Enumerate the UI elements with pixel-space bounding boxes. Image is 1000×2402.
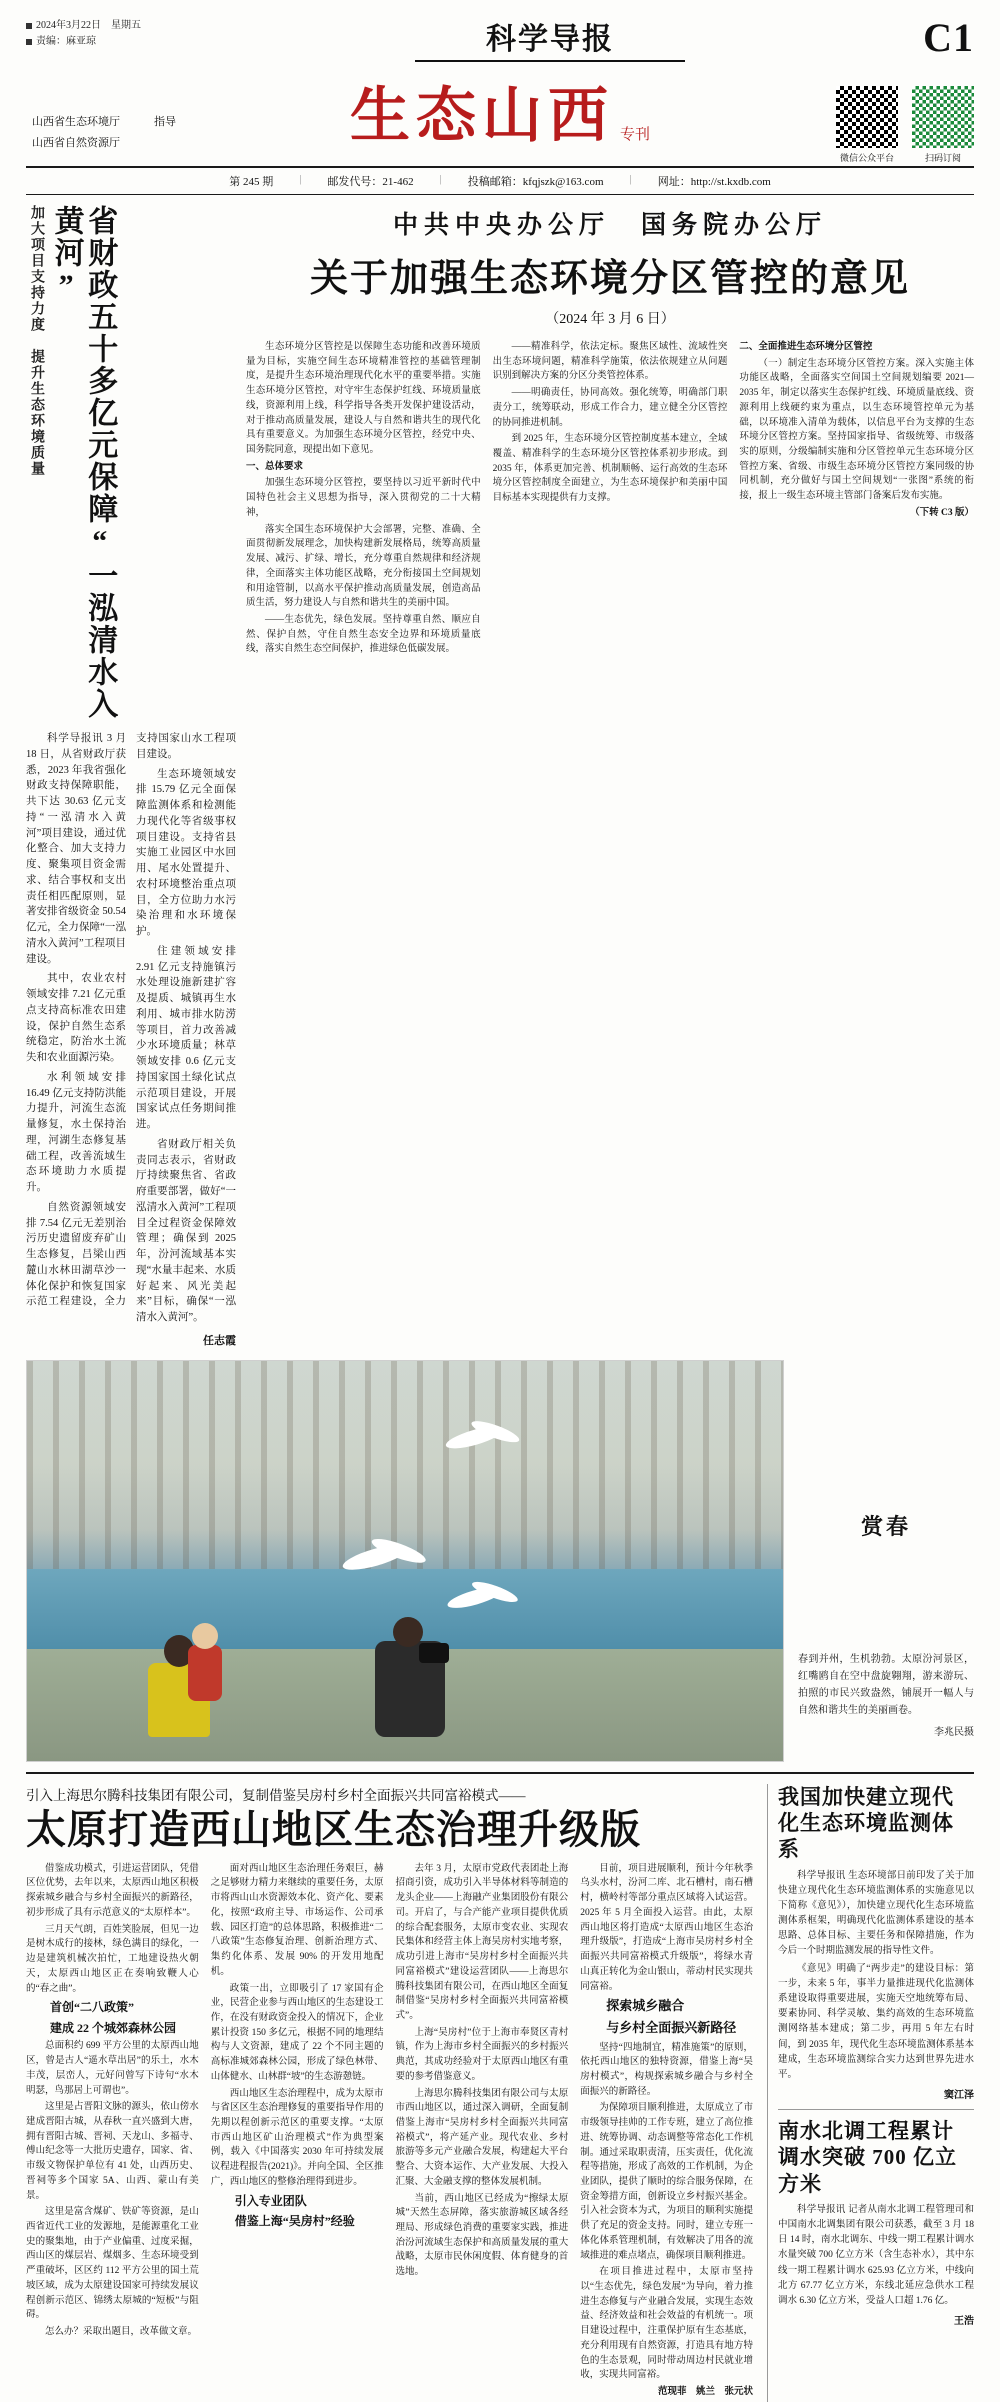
subheading: 探索城乡融合 (606, 1998, 685, 2014)
paragraph: 落实全国生态环境保护大会部署，完整、准确、全面贯彻新发展理念，加快构建新发展格局，统筹高质量发展、减污、扩绿、增长，充分尊重自然规律和经济规律，全面落实主体功能区战略，充分衔接国土空间规划和用途管制，以高水平保护推动高质量发展，创造高品质生活，努力建设人与自然和谐共生的美丽中国。 (246, 524, 481, 609)
document-date: （2024 年 3 月 6 日） (545, 312, 675, 327)
divider: | (629, 173, 632, 185)
paragraph: 三月天气朗，百姓笑脸展，但见一边是树木成行的接林，绿色满目的绿化，一边是建筑机械次拍忙，工地建设热火朝天，太原西山地区正在奏响致鞭人心的“春之曲”。 (26, 1924, 199, 1994)
head (393, 1617, 423, 1647)
brand-title: 科学导报 (486, 23, 614, 56)
guide-org-2: 山西省自然资源厅 (32, 136, 120, 149)
left-feature-body (26, 731, 236, 1326)
page-number: C1 (923, 15, 974, 60)
paragraph: （一）制定生态环境分区管控方案。深入实施主体功能区战略，全面落实空间国土空间规划编要 2021—2035 年，制定以落实生态保护红线、环境质量底线、资源利用上线硬约束为重点，以生态环境管控单元为基础，以环境准入清单为载体，以信息平台为支撑的生态环境分区管控方案。坚持国家指导、省级统筹、市级落实的原则，分级编制实施和分区管控单元生态环境分区管控方案、省级、市级生态环境分区管控方案同级的协同机制，充分做好与国土空间规划“一张图”系统的衔接，报上一级生态环境主管部门备案后发布实施。 (739, 358, 975, 502)
paragraph: 当前，西山地区已经成为“擦绿太原城”天然生态屏障，落实旅游城区域各经理局、形成绿色消费的重要家实践，推进治汾河流域生态保护和高质量发展的重大战略，太原市民休闲度假、体育健身的首选地。 (395, 2193, 569, 2278)
section-heading: 一、总体要求 (246, 461, 304, 472)
masthead-infobar (26, 166, 974, 195)
right-article-2-title: 南水北调工程累计调水突破 700 亿立方米 (778, 2119, 957, 2196)
paragraph: ——生态优先，绿色发展。坚持尊重自然、顺应自然、保护自然，守住自然生态安全边界和环境质量底线，落实自然生态空间保护，推进绿色低碳发展。 (246, 614, 481, 655)
upper-section (0, 195, 1000, 1348)
seagull-icon (445, 1423, 526, 1453)
paragraph: 到 2025 年，生态环境分区管控制度基本建立，全域覆盖、精准科学的生态环境分区管控体系初步形成。到 2035 年，体系更加完善、机制顺畅、运行高效的生态环境分区管控制度全面建立，为生态环境保护和美丽中国目标基本实现提供有力支撑。 (492, 434, 728, 504)
right-article-1 (778, 1784, 974, 2101)
paragraph: 自然资源领域安排 7.54 亿元无差别治污历史遗留废弃矿山生态修复，吕梁山西麓山水林田湖草沙一体化保护和恢复国家示范工程建设，全力支持国家山水工程项目建设。 (26, 733, 236, 1308)
subheading: 借鉴上海“吴房村”经验 (234, 2214, 355, 2229)
photo-caption-block (798, 1360, 974, 1738)
paragraph: 科学导报讯 3 月 18 日，从省财政厅获悉，2023 年我省强化财政支持保障职能，共下达 30.63 亿元支持“一泓清水入黄河”项目建设，通过优化整合、加大支持力度、聚集项目资金需求、结合事权和支出责任相匹配原则，显著安排省级资金 50.54 亿元，全力保障“一泓清水入黄河”工程项目建设。 (26, 733, 126, 965)
paragraph: 《意见》明确了“两步走”的建设目标：第一步，未来 5 年，事半力量推进现代化监测体系建设取得重要进展，实施天空地统筹布局、要素协同、科学灵敏、集约高效的生态环境监测网络基本建成；第二步，再用 5 年左右时间，到 2035 年，现代化生态环境监测体系基本建成，生态环境监测综合实力达到世界先进水平。 (778, 1963, 974, 2080)
lower-column-1 (26, 1862, 199, 2402)
section-heading: 二、全面推进生态环境分区管控 (739, 342, 873, 352)
qr-code-icon[interactable] (836, 86, 898, 148)
postal-code: 邮发代号：21-462 (327, 176, 414, 188)
subheading: 与乡村全面振兴新路径 (606, 2020, 737, 2036)
right-article-1-signature: 窦江泽 (944, 2090, 974, 2102)
photo-caption: 春到并州，生机勃勃。太原汾河景区，红嘴鸥自在空中盘旋翱翔，游来游玩、拍照的市民兴致盎然，铺展开一幅人与自然和谐共生的美丽画卷。 (798, 1653, 974, 1716)
brand-underline (415, 60, 685, 62)
paragraph: 住建领域安排 2.91 亿元支持施镇污水处理设施新建扩容及提质、城镇再生水利用、城市排水防涝等项目，首力改善减少水环境质量；林草领域安排 0.6 亿元支持国家国土绿化试点示范项目建设，开展国家试点任务期间推进。 (136, 945, 236, 1130)
paragraph: 生态环境分区管控是以保障生态功能和改善环境质量为目标，实施空间生态环境精准管控的基础管理制度，是提升生态环境治理现代化水平的重要举措。实施生态环境分区管控，对守牢生态保护红线、环境质量底线，资源利用上线，科学指导各类开发保护建设活动，对于推动高质量发展，建设人与自然和谐共生的现代化具有重要意义。为加强生态环境分区管控，经党中央、国务院同意，现提出如下意见。 (246, 342, 481, 456)
person-with-child (148, 1617, 220, 1737)
paragraph: 科学导报讯 生态环境部日前印发了关于加快建立现代化生态环境监测体系的实施意见以下简称《意见》），加快建立现代化生态环境监测体系框架，明确现代化监测体系建设的基本思路、总体目标、主要任务和保障措施，作为今后一个时期监测发展的指导性文件。 (778, 1870, 974, 1957)
paragraph: 西山地区生态治理程中，成为太原市与省区区生态治理修复的重要指导作用的先期以程创新示范区的重要支撑。“太原市西山地区矿山治理模式”作为典型案例，载入《中国落实 2030 年可持续发展议程进程报告(2021)》。并向全国、全区推广，西山地区的整修治理得到进步。 (210, 2088, 384, 2187)
article-signature: 范现菲 姚兰 张元状 (657, 2387, 753, 2398)
left-feature-subtitle: 加大项目支持力度 提升生态环境质量 (29, 205, 44, 477)
qr-wechat[interactable] (836, 86, 898, 164)
issue-date: 2024年3月22日 星期五 (36, 20, 141, 31)
main-lower-article (26, 1784, 753, 2402)
camera-icon (419, 1643, 449, 1663)
right-article-2-signature: 王浩 (954, 2316, 974, 2328)
guide-role: 指导 (154, 116, 176, 128)
qr-wechat-caption: 微信公众平台 (839, 153, 894, 163)
paragraph: 坚持“四地制宜，精准施策”的原则，依托西山地区的独特资源，借鉴上海“吴房村模式”，构规探索城乡融合与乡村全面振兴的新路径。 (580, 2042, 753, 2097)
policy-document (246, 205, 974, 1348)
photographer (375, 1617, 461, 1737)
paragraph: 目前，项目进展顺利，预计今年秋季乌头水村，汾河二库、北石槽村，南石槽村，横岭村等部分重点区域将入试运营。2025 年 5 月全面投入运营。由此，太原西山地区将打造成“太原西山地区生态治理升级版”，打造成“上海市吴房村乡村全面振兴共同富裕模式升级版”，将绿水青山真正转化为金山银山，蒂动村民实现共同富裕。 (580, 1863, 753, 1992)
paragraph: 省财政厅相关负责同志表示，省财政厅持续聚焦省、省政府重要部署，做好“一泓清水入黄河”工程项目全过程资金保障效管理；确保到 2025 年，汾河流域基本实现“水量丰起来、水质好起来、风光美起来”目标，确保“一泓清水入黄河”。 (136, 1138, 236, 1323)
issue-number: 第 245 期 (229, 176, 274, 188)
lower-column-3 (396, 1862, 569, 2402)
paragraph: 生态环境领域安排 15.79 亿元全面保障监测体系和检测能力现代化等省级事权项目建设。支持省县实施工业园区中水回用、尾水处置提升、农村环境整治重点项目，全方位助力水污染治理和水环境保护。 (136, 768, 236, 937)
lower-section (0, 1774, 1000, 2402)
paragraph: 这里是占晋阳文脉的源头，依山傍水建成晋阳古城，从春秋一直兴盛到大唐，拥有晋阳古城、晋祠、天龙山、多福寺、傅山纪念等一大批历史遗存，国家、省、市级文物保护单位有 41 处，山西历史、晋祠等多个国家 5A、山西、蒙山有美景。 (26, 2102, 199, 2201)
guide-orgs (32, 112, 176, 154)
submission-email[interactable]: 投稿邮箱：kfqjszk@163.com (467, 176, 604, 188)
left-feature-title: 省财政五十多亿元保障“一泓清水入黄河” (49, 205, 117, 720)
paragraph: 去年 3 月，太原市党政代表团赴上海招商引资，成功引入半导体材料等制造的龙头企业——上海融产业集团股份有限公司。开启了，与合产能产业项目提供优质的综合配套服务，太原市变农业、实现农民集体和经营主体上海吴房村实地考察，成功引进上海市“吴房村乡村全面振兴共同富裕模式”建设运营团队——上海思尔腾科技集团有限公司，在西山地区全面复制借鉴“吴房村乡村全面振兴共同富裕模式”。 (395, 1863, 569, 2021)
photo-credit: 李兆民摄 (934, 1726, 974, 1738)
masthead (0, 0, 1000, 163)
editor-name: 责编：麻亚琼 (36, 36, 96, 47)
subheading: 建成 22 个城郊森林公园 (50, 2020, 177, 2035)
document-column-1 (246, 340, 481, 659)
divider: | (439, 173, 442, 185)
paragraph: 政策一出，立即吸引了 17 家国有企业，民营企业参与西山地区的生态建设工作，在没有财政资金投入的情况下，企业累计投资 150 多亿元，根据不同的地理结构与人文资源，建成了 22 个不同主题的高标准城郊森林公园，形成了绿色林带、山体健水、山林群“坡”的生态游憩链。 (210, 1983, 384, 2082)
supplement-label: 专刊 (619, 127, 650, 143)
paragraph: 加强生态环境分区管控，要坚持以习近平新时代中国特色社会主义思想为指导，深入贯彻党的二十大精神， (246, 478, 481, 518)
document-column-3 (739, 340, 974, 659)
article-headline: 太原打造西山地区生态治理升级版 (26, 1806, 641, 1852)
rail-divider (778, 2109, 974, 2110)
paragraph: 借鉴成功模式，引进运营团队，凭借区位优势，去年以来，太原西山地区积极探索城乡融合与乡村全面振兴的新路径，初步形成了具有示范意义的“太原样本”。 (26, 1863, 199, 1918)
paragraph: 在项目推进过程中，太原市坚持以“生态优先，绿色发展”为导向，着力推进生态修复与产业融合发展，实现生态效益、经济效益和社会效益的有机统一。项目建设过程中，注重保护原有生态基底，充分利用现有自然资源，打造具有地方特色的生态景观，同时带动周边村民就业增收，实现共同富裕。 (580, 2267, 753, 2381)
document-column-2 (493, 340, 728, 659)
paragraph: 为保障项目顺利推进，太原成立了市市级领导挂帅的工作专班，建立了高位推进、统筹协调、动态调整等常态化工作机制。通过采取职责清，压实责任，优化流程等措施，形成了高效的工作机制，为企业团队，提供了顺时的综合服务保障，在资金筹措方面，创新设立乡村振兴基金。引入社会资本为式，为项目的顺利实施提供了充足的资金支持。同时，建立专班一体化体系管理机制，有效解决了用各的流域推进的难点堵点，确保项目顺利推进。 (580, 2103, 753, 2261)
photo-image (26, 1360, 784, 1762)
bullet-icon (26, 39, 32, 45)
guide-org-1: 山西省生态环境厅 (32, 116, 120, 128)
page-number-block (854, 14, 974, 61)
left-feature-byline: 任志霞 (203, 1334, 236, 1347)
paragraph: 上海“吴房村”位于上海市奉贤区青村镇，作为上海市乡村全面振兴的乡村振兴典范，其成功经验对于太原西山地区有重要的参考借鉴意义。 (395, 2027, 569, 2082)
subheading: 首创“二八政策” (50, 2000, 135, 2015)
photo-section (0, 1348, 1000, 1762)
qr-subscribe[interactable] (912, 86, 974, 164)
qr-codes (836, 86, 974, 164)
document-issuer: 中共中央办公厅 国务院办公厅 (392, 212, 827, 239)
website-url[interactable]: 网址：http://st.kxdb.com (657, 176, 771, 188)
lower-column-4 (580, 1862, 753, 2402)
qr-code-icon[interactable] (912, 86, 974, 148)
paragraph: 科学导报讯 记者从南水北调工程管理司和中国南水北调集团有限公司获悉，截至 3 月 18 日 14 时，南水北调东、中线一期工程累计调水水量突破 700 亿立方米（含生态补水），其中东线一期工程累计调水 625.93 亿立方米，中线向北方 67.77 亿立方米，东线北延应急供水工程调水 6.30 亿立方米，受益人口超 1.76 亿。 (778, 2204, 974, 2306)
right-article-2 (778, 2118, 974, 2327)
lower-column-2 (211, 1862, 384, 2402)
paragraph: 面对西山地区生态治理任务艰巨，赫之足够财力精力来继续的重要任务，太原市将西山山水资源效本化、资产化、要素化，按照“政府主导、市场运作、公司承载、园区打造”的总体思路，积极推进“二八政策”生态修复治理、创新治理方式、集约化体系、发展 90% 的开发用地配机。 (210, 1863, 384, 1977)
paragraph: 其中，农业农村领域安排 7.21 亿元重点支持高标准农田建设，保护自然生态系统稳定，防治水土流失和农业面源污染。 (26, 973, 126, 1063)
supplement-title: 生态山西 (349, 83, 614, 149)
seagull-icon (342, 1541, 433, 1575)
continued-note[interactable]: （下转 C3 版） (910, 507, 975, 518)
article-kicker: 引入上海思尔腾科技集团有限公司，复制借鉴吴房村乡村全面振兴共同富裕模式—— (26, 1787, 526, 1803)
paragraph: 水利领域安排 16.49 亿元支持防洪能力提升，河流生态流量修复，水土保持治理，河湖生态修复基础工程，改善流域生态环境助力水质提升。 (26, 1071, 126, 1193)
brand-block (206, 14, 854, 62)
paragraph: ——明确责任，协同高效。强化统筹，明确部门职责分工，统筹联动，形成工作合力，建立健全分区管控的协同推进机制。 (492, 388, 728, 428)
paragraph: ——精准科学，依法定标。聚焦区域性、流域性突出生态环境问题，精准科学施策，依法依规建立从问题识别到解决方案的分区分类管控体系。 (492, 342, 728, 382)
masthead-meta (26, 14, 206, 50)
subheading: 引入专业团队 (234, 2193, 307, 2208)
right-rail (767, 1784, 974, 2402)
child-body (188, 1645, 222, 1701)
photo-title: 赏春 (860, 1513, 911, 1539)
child-head (192, 1623, 218, 1649)
qr-subscribe-caption: 扫码订阅 (924, 153, 961, 163)
seagull-icon (447, 1583, 524, 1612)
document-title: 关于加强生态环境分区管控的意见 (309, 258, 910, 300)
right-article-1-title: 我国加快建立现代化生态环境监测体系 (778, 1784, 954, 1862)
paragraph: 上海思尔腾科技集团有限公司与太原市西山地区以，通过深入调研，全面复制借鉴上海市“吴房村乡村全面振兴共同富裕模式”，将产延产业。现代农业、乡村旅游等多元产业融合发展，构建起大平台整合、大资本运作、大产业发展、大投入汇聚、大金融支撑的整体发展机制。 (395, 2088, 569, 2187)
paragraph: 这里是富含煤矿、铁矿等资源，是山西省近代工业的发源地，是能源重化工业史的聚集地，由于产业偏重、过度采掘，西山区的煤层岩、煤烟多、生态环境受到严重破坏，区区约 112 平方公里的国土荒坡区域，成为太原建设国家可持续发展议程创新示范区、锦绣太原城的“短板”与阻碍。 (26, 2207, 199, 2321)
divider: | (299, 173, 302, 185)
paragraph: 怎么办？采取出题目，改革做文章。 (45, 2327, 198, 2338)
paragraph: 总面积约 699 平方公里的太原西山地区，曾是古人“遥水草出居”的乐土，水木丰茂，层峦人，元好问曾写下诗句“水木明瑟，鸟那居上可谓也”。 (26, 2041, 199, 2096)
bullet-icon (26, 23, 32, 29)
left-feature-article (26, 205, 236, 1348)
